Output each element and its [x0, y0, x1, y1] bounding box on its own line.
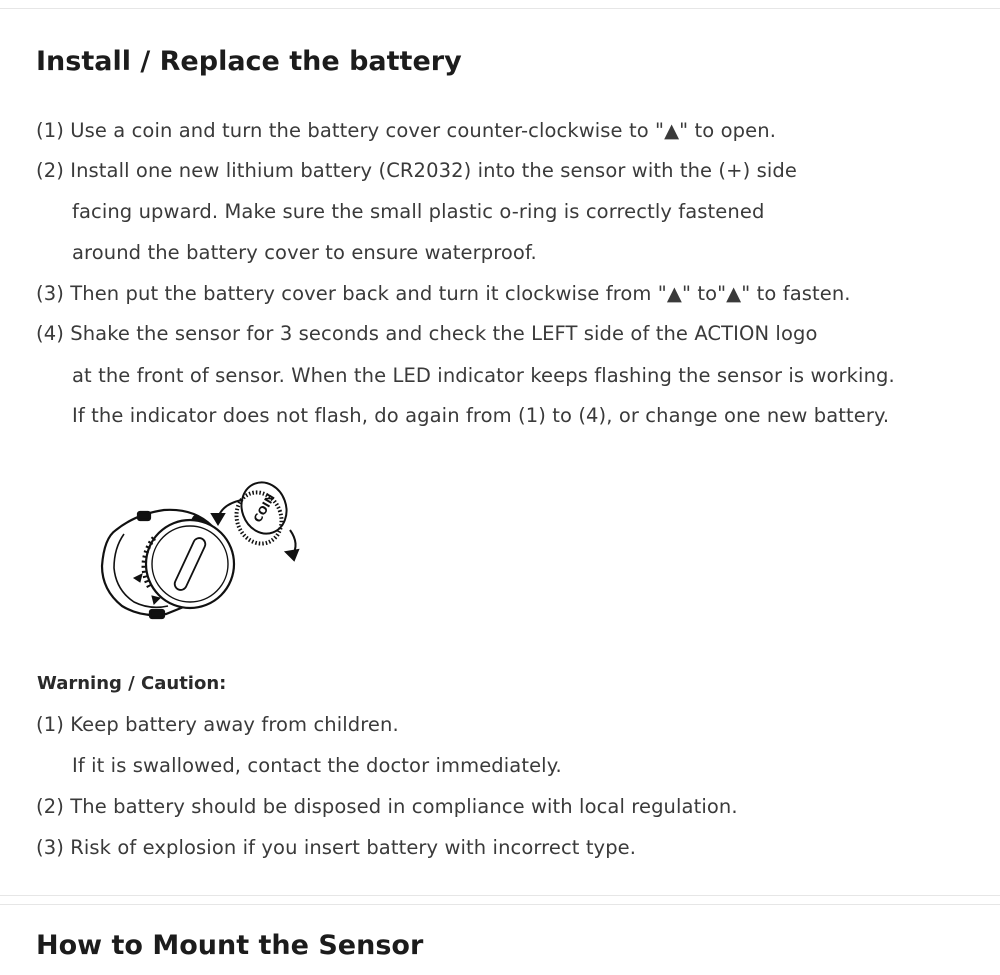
battery-illustration: [94, 478, 314, 630]
install-step-4-cont-2: If the indicator does not flash, do again from (1) to (4), or change one new battery.: [72, 404, 890, 427]
warning-item-3: (3) Risk of explosion if you insert battery with incorrect type.: [36, 836, 637, 859]
install-step-2-cont-1: facing upward. Make sure the small plastic o-ring is correctly fastened: [72, 200, 765, 223]
warning-item-1-cont: If it is swallowed, contact the doctor immediately.: [72, 754, 562, 777]
install-step-4-cont-1: at the front of sensor. When the LED indicator keeps flashing the sensor is working.: [72, 364, 895, 387]
install-step-1: (1) Use a coin and turn the battery cover counter-clockwise to "▲" to open.: [36, 119, 776, 142]
warning-item-2: (2) The battery should be disposed in compliance with local regulation.: [36, 795, 738, 818]
coin-label: COIN: [251, 491, 278, 525]
coin-icon: [229, 478, 293, 550]
install-step-2-cont-2: around the battery cover to ensure waterproof.: [72, 241, 537, 264]
install-step-3: (3) Then put the battery cover back and turn it clockwise from "▲" to"▲" to fasten.: [36, 282, 851, 305]
warning-heading: Warning / Caution:: [37, 673, 227, 694]
battery-cover-icon: [134, 520, 234, 608]
install-step-4: (4) Shake the sensor for 3 seconds and check the LEFT side of the ACTION logo: [36, 322, 818, 345]
install-step-2: (2) Install one new lithium battery (CR2032) into the sensor with the (+) side: [36, 159, 797, 182]
install-title: Install / Replace the battery: [36, 46, 462, 77]
mount-title: How to Mount the Sensor: [36, 930, 424, 961]
warning-item-1: (1) Keep battery away from children.: [36, 713, 399, 736]
